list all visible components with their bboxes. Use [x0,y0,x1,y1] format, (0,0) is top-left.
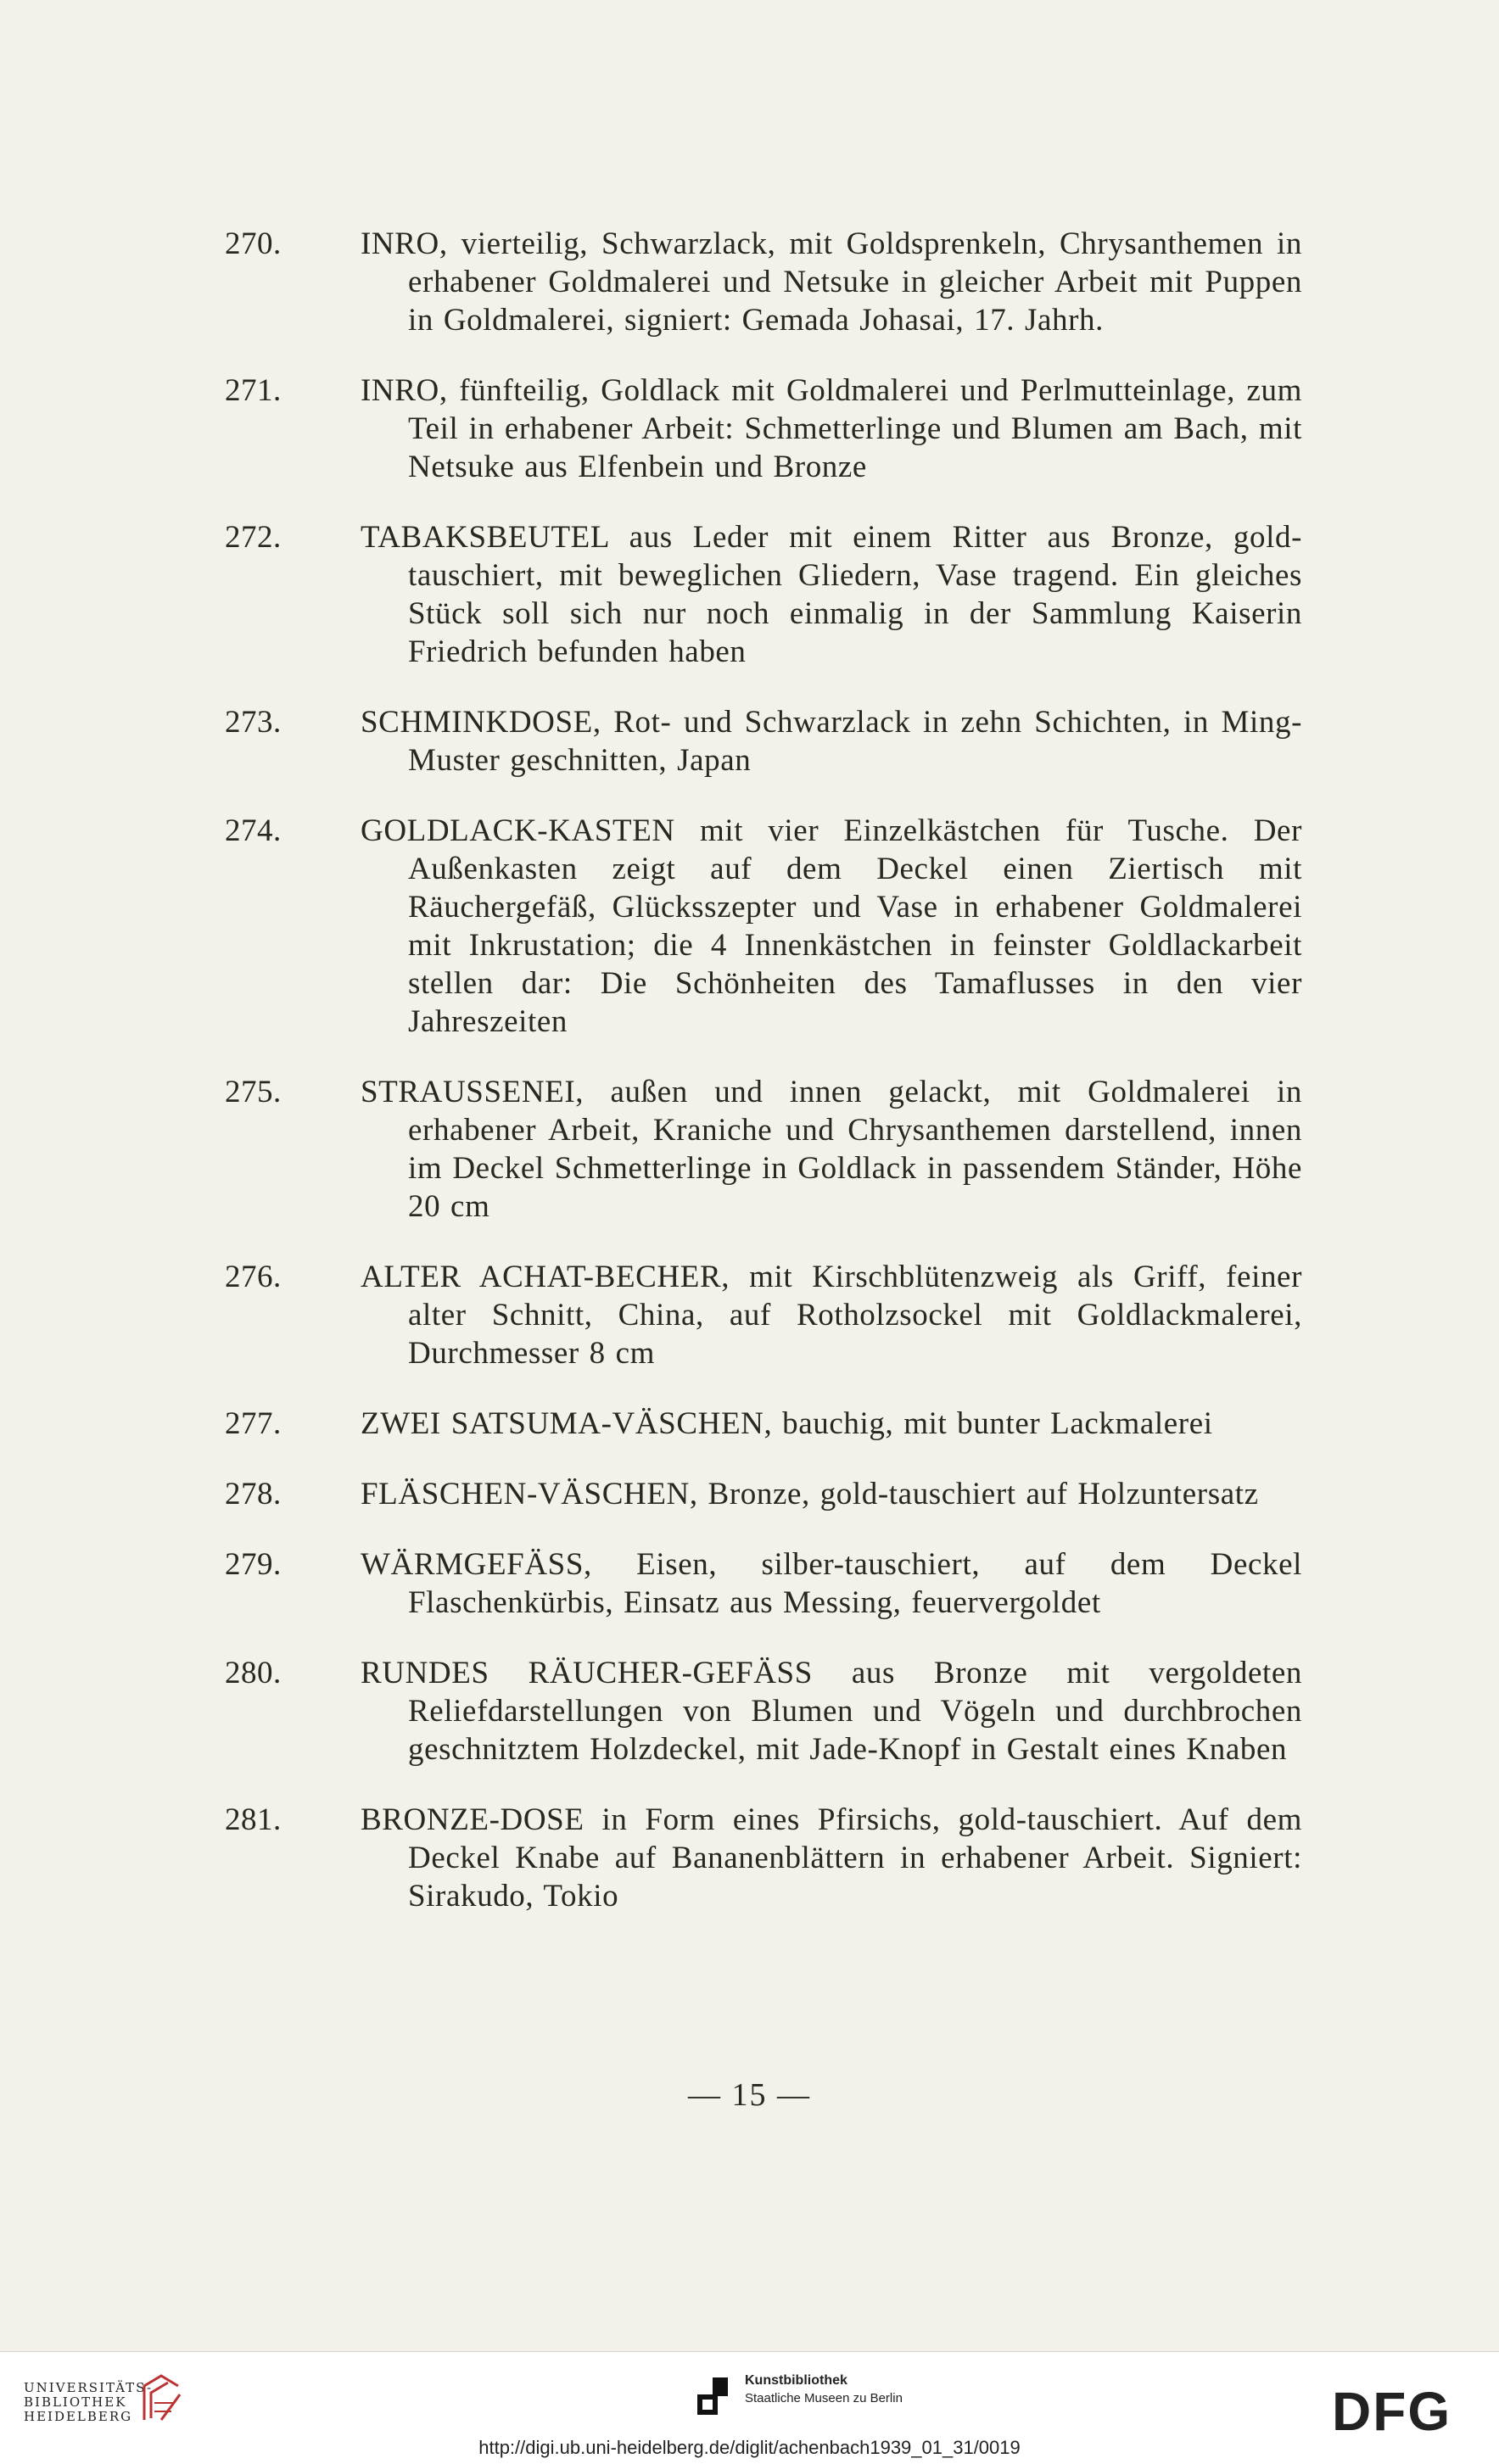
university-label-line: UNIVERSITÄTS- [24,2380,154,2395]
entry-text: INRO, fünfteilig, Goldlack mit Goldmalerei und Perlmutteinlage, zum Teil in erhabener Arbeit: Schmetterlinge und Blumen am Bach, mit Netsuke aus Elfenbein und Bronze [361,373,1302,484]
university-label-line: BIBLIOTHEK [24,2394,127,2410]
kunstbibliothek-title: Kunstbibliothek [745,2373,847,2388]
university-label-line: HEIDELBERG [24,2409,133,2424]
entry-text: BRONZE-DOSE in Form eines Pfirsichs, gold-tauschiert. Auf dem Deckel Knabe auf Bananenblättern in erhabener Arbeit. Signiert: Sirakudo, Tokio [361,1802,1302,1914]
catalog-entries [225,225,1302,1947]
catalog-entry [225,703,1302,779]
kunstbibliothek-label [745,2372,903,2408]
catalog-entry [225,372,1302,486]
entry-number: 271. [225,373,282,408]
dfg-logo: DFG [1332,2381,1452,2442]
entry-number: 280. [225,1656,282,1690]
catalog-entry [225,518,1302,671]
catalog-entry [225,1801,1302,1915]
catalog-entry [225,812,1302,1041]
catalog-entry [225,1475,1302,1513]
entry-text: INRO, vierteilig, Schwarzlack, mit Goldsprenkeln, Chrysanthemen in erhabener Goldmalerei und Netsuke in gleicher Arbeit mit Puppen in Goldmalerei, signiert: Gemada Johasai, 17. Jahrh. [361,226,1302,338]
kunstbibliothek-logo-icon [685,2371,736,2422]
entry-text: ALTER ACHAT-BECHER, mit Kirschblütenzweig als Griff, feiner alter Schnitt, China, auf Rotholzsockel mit Goldlackmalerei, Durchmesser 8 cm [361,1260,1302,1371]
university-library-label [24,2381,153,2424]
entry-number: 277. [225,1406,282,1441]
entry-text: RUNDES RÄUCHER-GEFÄSS aus Bronze mit vergoldeten Reliefdarstellungen von Blumen und Vögeln und durchbrochen geschnitztem Holzdeckel, mit Jade-Knopf in Gestalt eines Knaben [361,1656,1302,1767]
entry-number: 272. [225,520,282,555]
entry-number: 276. [225,1260,282,1294]
entry-text: STRAUSSENEI, außen und innen gelackt, mit Goldmalerei in erhabener Arbeit, Kraniche und Chrysanthemen darstellend, innen im Deckel Schmetterlinge in Goldlack in passendem Ständer, Höhe 20 cm [361,1075,1302,1224]
entry-text: FLÄSCHEN-VÄSCHEN, Bronze, gold-tauschiert auf Holzuntersatz [361,1477,1259,1511]
page-number: — 15 — [688,2077,811,2113]
entry-text: SCHMINKDOSE, Rot- und Schwarzlack in zehn Schichten, in Ming-Muster geschnitten, Japan [361,705,1302,778]
catalog-entry [225,1258,1302,1372]
entry-number: 273. [225,705,282,740]
entry-number: 275. [225,1075,282,1109]
kunstbibliothek-subtitle: Staatliche Museen zu Berlin [745,2391,903,2405]
catalog-entry [225,1073,1302,1226]
catalog-entry [225,1405,1302,1443]
heidelberg-lion-icon [136,2369,187,2428]
entry-text: GOLDLACK-KASTEN mit vier Einzelkästchen für Tusche. Der Außenkasten zeigt auf dem Deckel einen Ziertisch mit Räuchergefäß, Glücksszepter und Vase in erhabener Goldmalerei mit Inkrustation; die 4 Innenkästchen in feinster Goldlackarbeit stellen dar: Die Schönheiten des Tamaflusses in den vier Jahreszeiten [361,813,1302,1039]
catalog-entry [225,1654,1302,1768]
entry-text: TABAKSBEUTEL aus Leder mit einem Ritter aus Bronze, gold-tauschiert, mit beweglichen Gliedern, Vase tragend. Ein gleiches Stück soll sich nur noch einmalig in der Sammlung Kaiserin Friedrich befunden haben [361,520,1302,669]
entry-number: 270. [225,226,282,261]
catalog-entry [225,1545,1302,1622]
digitization-footer [0,2351,1499,2464]
entry-number: 281. [225,1802,282,1837]
entry-number: 278. [225,1477,282,1511]
entry-number: 279. [225,1547,282,1582]
entry-text: WÄRMGEFÄSS, Eisen, silber-tauschiert, auf dem Deckel Flaschenkürbis, Einsatz aus Messing, feuervergoldet [361,1547,1302,1620]
catalog-entry [225,225,1302,339]
permalink-url[interactable]: http://digi.ub.uni-heidelberg.de/diglit/achenbach1939_01_31/0019 [478,2437,1021,2458]
entry-text: ZWEI SATSUMA-VÄSCHEN, bauchig, mit bunter Lackmalerei [361,1406,1213,1441]
entry-number: 274. [225,813,282,848]
